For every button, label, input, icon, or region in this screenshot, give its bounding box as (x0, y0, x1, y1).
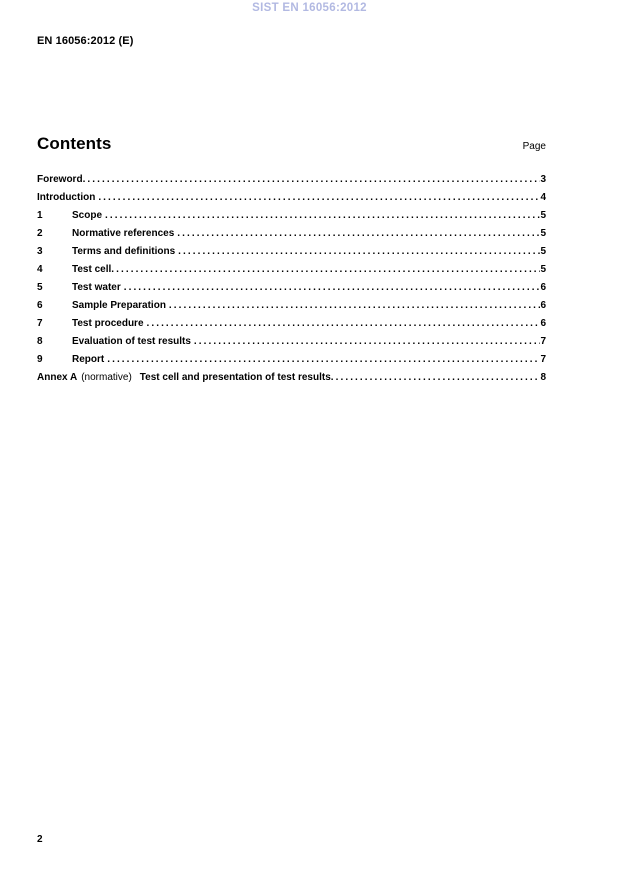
toc-row[interactable] (37, 372, 546, 390)
toc-row[interactable] (37, 228, 546, 246)
toc-entry-label: Scope (72, 210, 103, 221)
footer-page-number: 2 (37, 834, 43, 845)
toc-entry-number: 5 (37, 282, 43, 293)
toc-entry-label: Test procedure (72, 318, 144, 329)
toc-entry-page-number: 5 (540, 246, 546, 257)
toc-entry-label: Test water (72, 282, 121, 293)
toc-row[interactable] (37, 318, 546, 336)
toc-leader-dots (194, 336, 541, 347)
toc-leader-dots (331, 372, 541, 383)
toc-entry-qualifier: (normative) (81, 372, 132, 383)
toc-row[interactable] (37, 300, 546, 318)
toc-leader-dots (124, 282, 541, 293)
toc-entry-page-number: 5 (540, 264, 546, 275)
toc-row[interactable] (37, 246, 546, 264)
toc-entry-page-number: 7 (540, 354, 546, 365)
toc-entry-label: Sample Preparation (72, 300, 166, 311)
toc-entry-page-number: 3 (540, 174, 546, 185)
toc-leader-dots (147, 318, 541, 329)
toc-entry-number: 9 (37, 354, 43, 365)
toc-leader-dots (178, 246, 540, 257)
toc-entry-number: 3 (37, 246, 43, 257)
toc-entry-page-number: 6 (540, 318, 546, 329)
toc-entry-label: Test cell (72, 264, 112, 275)
toc-entry-number: 2 (37, 228, 43, 239)
toc-entry-label: Annex A (37, 372, 78, 383)
toc-entry-label: Normative references (72, 228, 175, 239)
toc-leader-dots (98, 192, 540, 203)
toc-entry-page-number: 8 (540, 372, 546, 383)
toc-row[interactable] (37, 336, 546, 354)
toc-entry-number: 4 (37, 264, 43, 275)
toc-leader-dots (105, 210, 540, 221)
page-title: Contents (37, 134, 112, 153)
toc-entry-page-number: 6 (540, 300, 546, 311)
toc-leader-dots (169, 300, 541, 311)
toc-leader-dots (83, 174, 541, 185)
toc-entry-label: Evaluation of test results (72, 336, 191, 347)
document-id-header: EN 16056:2012 (E) (37, 35, 134, 47)
toc-entry-label: Introduction (37, 192, 96, 203)
toc-row[interactable] (37, 192, 546, 210)
table-of-contents (37, 174, 546, 390)
toc-entry-page-number: 7 (540, 336, 546, 347)
toc-entry-label: Foreword (37, 174, 83, 185)
watermark-header: SIST EN 16056:2012 (252, 2, 367, 14)
toc-entry-page-number: 5 (540, 210, 546, 221)
toc-entry-number: 7 (37, 318, 43, 329)
toc-leader-dots (111, 264, 540, 275)
toc-entry-page-number: 5 (540, 228, 546, 239)
toc-entry-label-secondary: Test cell and presentation of test results (139, 372, 331, 383)
toc-row[interactable] (37, 174, 546, 192)
toc-row[interactable] (37, 282, 546, 300)
toc-row[interactable] (37, 210, 546, 228)
toc-entry-label: Report (72, 354, 105, 365)
contents-header-row (37, 134, 546, 154)
toc-entry-number: 6 (37, 300, 43, 311)
toc-row[interactable] (37, 354, 546, 372)
page-column-label: Page (522, 141, 546, 152)
toc-entry-page-number: 4 (540, 192, 546, 203)
toc-entry-number: 8 (37, 336, 43, 347)
toc-entry-page-number: 6 (540, 282, 546, 293)
toc-row[interactable] (37, 264, 546, 282)
toc-leader-dots (107, 354, 540, 365)
toc-entry-label: Terms and definitions (72, 246, 176, 257)
toc-leader-dots (177, 228, 540, 239)
toc-entry-number: 1 (37, 210, 43, 221)
